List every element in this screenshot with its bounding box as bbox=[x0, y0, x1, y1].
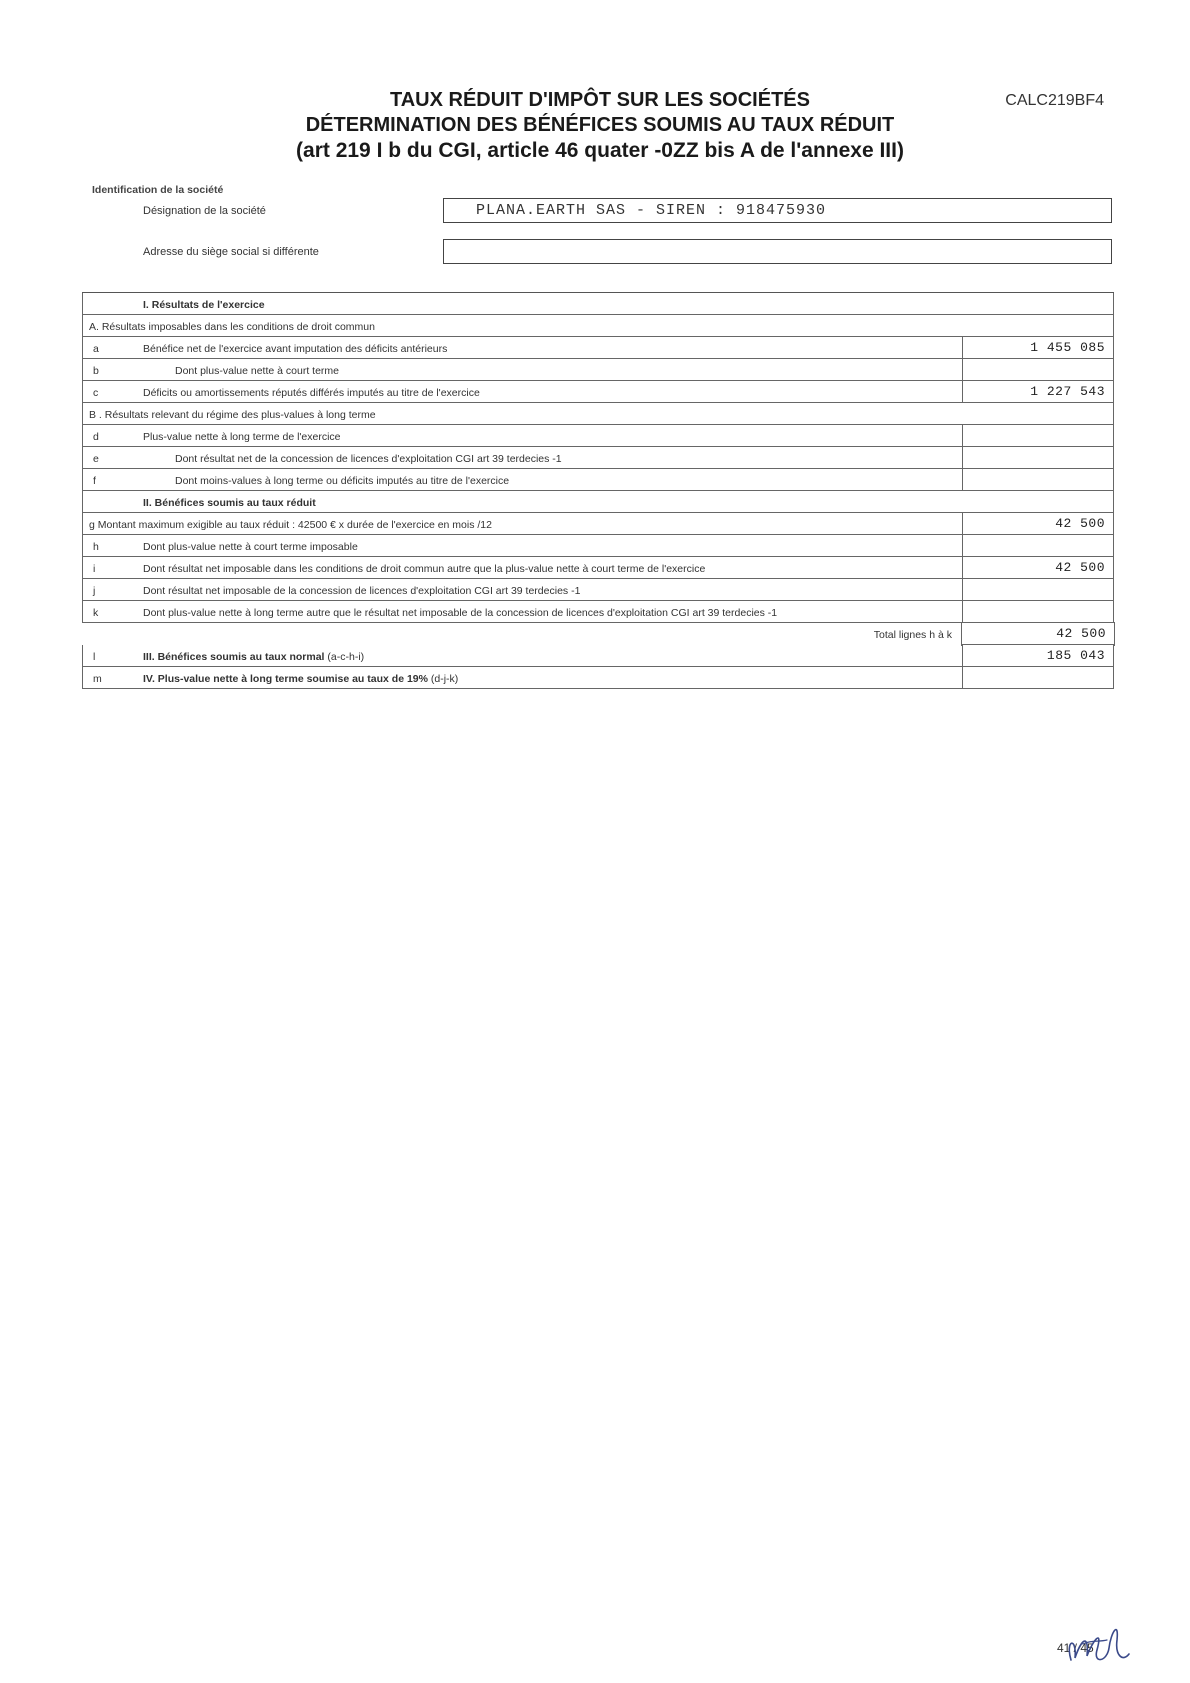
designation-label: Désignation de la société bbox=[143, 205, 266, 217]
address-field[interactable] bbox=[443, 239, 1112, 264]
row-label-bold: III. Bénéfices soumis au taux normal bbox=[143, 651, 325, 663]
table-row-m bbox=[82, 667, 1114, 689]
value-cell[interactable] bbox=[962, 380, 1114, 403]
row-letter: m bbox=[93, 673, 102, 685]
value-cell[interactable] bbox=[962, 468, 1114, 491]
table-row-l bbox=[82, 645, 1114, 667]
subsection-a-title: A. Résultats imposables dans les conditions de droit commun bbox=[89, 321, 375, 333]
title-line-1: TAUX RÉDUIT D'IMPÔT SUR LES SOCIÉTÉS bbox=[390, 89, 810, 111]
value-cell[interactable] bbox=[962, 446, 1114, 469]
page-number: 41 / 45 bbox=[1057, 1641, 1094, 1655]
value-cell[interactable] bbox=[962, 358, 1114, 381]
results-table bbox=[82, 292, 1114, 689]
row-label: Bénéfice net de l'exercice avant imputation des déficits antérieurs bbox=[143, 343, 448, 355]
row-label: Dont plus-value nette à court terme bbox=[175, 365, 340, 377]
row-label: Dont résultat net imposable de la concession de licences d'exploitation CGI art 39 terdecies -1 bbox=[143, 585, 581, 597]
address-label: Adresse du siège social si différente bbox=[143, 246, 319, 258]
table-row-a bbox=[82, 337, 1114, 359]
designation-field[interactable] bbox=[443, 198, 1112, 223]
row-label: Dont plus-value nette à long terme autre que le résultat net imposable de la concession de licences d'exploitation CGI art 39 terdecies -1 bbox=[143, 607, 778, 619]
value-cell[interactable] bbox=[962, 534, 1114, 557]
row-label: Dont résultat net imposable dans les conditions de droit commun autre que la plus-value nette à court terme de l'exercice bbox=[143, 563, 706, 575]
total-label: Total lignes h à k bbox=[873, 629, 952, 641]
table-row-g bbox=[82, 513, 1114, 535]
row-letter: f bbox=[93, 475, 96, 487]
value-cell[interactable] bbox=[962, 666, 1114, 689]
form-code: CALC219BF4 bbox=[1005, 92, 1104, 109]
identification-heading: Identification de la société bbox=[92, 184, 224, 196]
table-row-d bbox=[82, 425, 1114, 447]
row-label bbox=[143, 651, 364, 663]
table-row-f bbox=[82, 469, 1114, 491]
row-label bbox=[143, 673, 458, 685]
row-value: 1 227 543 bbox=[1030, 384, 1105, 399]
row-letter: j bbox=[93, 585, 96, 597]
row-label: Dont moins-values à long terme ou déficits imputés au titre de l'exercice bbox=[175, 475, 510, 487]
row-label: Dont plus-value nette à court terme imposable bbox=[143, 541, 358, 553]
table-row-e bbox=[82, 447, 1114, 469]
row-letter: e bbox=[93, 453, 99, 465]
row-value: 1 455 085 bbox=[1030, 340, 1105, 355]
table-row-i bbox=[82, 557, 1114, 579]
title-line-2: DÉTERMINATION DES BÉNÉFICES SOUMIS AU TAUX RÉDUIT bbox=[305, 114, 895, 136]
total-value: 42 500 bbox=[1056, 626, 1106, 641]
row-label-bold: IV. Plus-value nette à long terme soumise au taux de 19% bbox=[143, 673, 428, 685]
value-cell[interactable] bbox=[962, 336, 1114, 359]
section-2-header bbox=[82, 491, 1114, 513]
row-label: g Montant maximum exigible au taux réduit : 42500 € x durée de l'exercice en mois /12 bbox=[89, 519, 492, 531]
row-label: Dont résultat net de la concession de licences d'exploitation CGI art 39 terdecies -1 bbox=[175, 453, 562, 465]
table-row-j bbox=[82, 579, 1114, 601]
subsection-b-title: B . Résultats relevant du régime des plus-values à long terme bbox=[89, 409, 376, 421]
handwritten-initials-signature bbox=[1063, 1610, 1133, 1670]
row-letter: d bbox=[93, 431, 99, 443]
subsection-b-header bbox=[82, 403, 1114, 425]
value-cell[interactable] bbox=[962, 600, 1114, 623]
total-value-cell[interactable] bbox=[961, 622, 1115, 646]
section-1-header bbox=[82, 293, 1114, 315]
row-value: 42 500 bbox=[1055, 560, 1105, 575]
row-value: 42 500 bbox=[1055, 516, 1105, 531]
row-label-formula: (a-c-h-i) bbox=[324, 651, 365, 663]
row-letter: h bbox=[93, 541, 99, 553]
row-label: Plus-value nette à long terme de l'exercice bbox=[143, 431, 341, 443]
table-row-h bbox=[82, 535, 1114, 557]
row-letter: a bbox=[93, 343, 99, 355]
row-letter: b bbox=[93, 365, 99, 377]
value-cell[interactable] bbox=[962, 424, 1114, 447]
row-label: Déficits ou amortissements réputés différés imputés au titre de l'exercice bbox=[143, 387, 480, 399]
row-value: 185 043 bbox=[1046, 648, 1105, 663]
row-letter: c bbox=[93, 387, 99, 399]
row-letter: i bbox=[93, 563, 96, 575]
row-letter: l bbox=[93, 651, 96, 663]
table-row-b bbox=[82, 359, 1114, 381]
value-cell[interactable] bbox=[962, 644, 1114, 667]
value-cell[interactable] bbox=[962, 556, 1114, 579]
row-letter: k bbox=[93, 607, 99, 619]
title-line-3: (art 219 I b du CGI, article 46 quater -0ZZ bis A de l'annexe III) bbox=[296, 139, 904, 162]
value-cell[interactable] bbox=[962, 578, 1114, 601]
row-label-formula: (d-j-k) bbox=[427, 673, 459, 685]
total-row bbox=[82, 623, 1114, 645]
table-row-c bbox=[82, 381, 1114, 403]
table-row-k bbox=[82, 601, 1114, 623]
section-2-title: II. Bénéfices soumis au taux réduit bbox=[143, 497, 316, 509]
subsection-a-header bbox=[82, 315, 1114, 337]
value-cell[interactable] bbox=[962, 512, 1114, 535]
section-1-title: I. Résultats de l'exercice bbox=[143, 299, 265, 311]
designation-value: PLANA.EARTH SAS - SIREN : 918475930 bbox=[476, 202, 827, 219]
